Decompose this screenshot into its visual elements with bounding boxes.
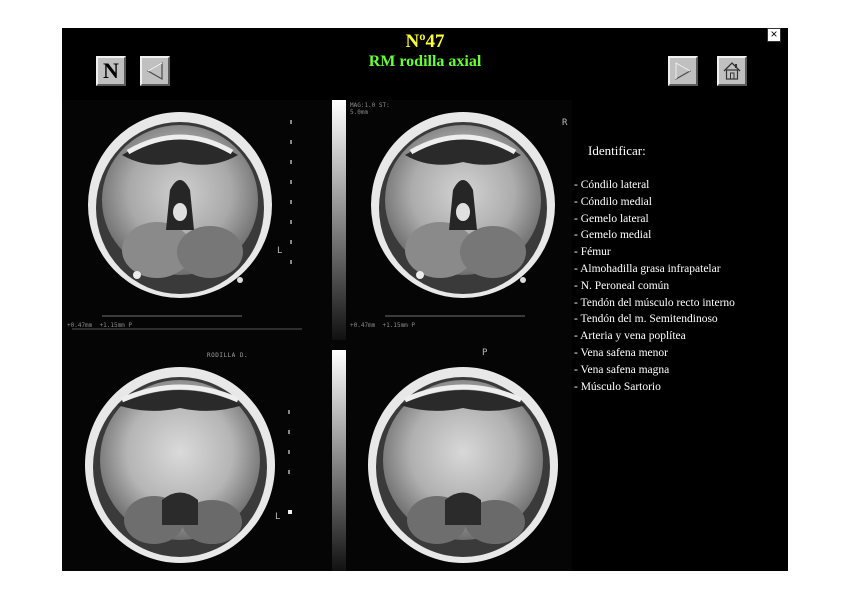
mri-scan-top-left xyxy=(62,100,317,340)
list-item: - Gemelo medial xyxy=(574,229,652,242)
scan-caption: RODILLA D. xyxy=(207,352,249,359)
mri-scan-bottom-left xyxy=(62,350,317,571)
list-item: - Fémur xyxy=(574,246,611,259)
left-arrow-icon xyxy=(145,61,165,81)
list-item: - Músculo Sartorio xyxy=(574,380,661,393)
scan-info-right: +0.47mm +1.15mm P xyxy=(350,322,416,329)
right-arrow-icon xyxy=(673,61,693,81)
scan-info-top: MAG:1.0 ST: 5.0mm xyxy=(350,102,390,116)
previous-button[interactable] xyxy=(140,56,170,86)
list-item: - Cóndilo lateral xyxy=(574,179,650,191)
list-item: - Cóndilo medial xyxy=(574,195,652,208)
scan-info-left: +0.47mm +1.15mm P xyxy=(67,322,133,329)
case-number: Nº47 xyxy=(405,31,445,52)
list-item: - Arteria y vena poplítea xyxy=(574,330,686,343)
list-item: - N. Peroneal común xyxy=(574,279,670,292)
mri-scan-top-right xyxy=(345,100,570,340)
close-button[interactable]: × xyxy=(767,28,781,42)
mid-marker: P xyxy=(482,348,488,358)
mri-image-grid xyxy=(62,100,572,571)
list-item: - Almohadilla grasa infrapatelar xyxy=(574,262,721,275)
list-item: - Tendón del m. Semitendinoso xyxy=(574,313,718,326)
home-icon xyxy=(722,61,742,81)
structure-list xyxy=(574,177,735,395)
grayscale-bar-bottom xyxy=(332,350,346,571)
n-button[interactable] xyxy=(96,56,126,86)
side-marker-bottom: L xyxy=(275,512,281,522)
side-marker-top-right: R xyxy=(562,118,568,128)
case-title: RM rodilla axial xyxy=(368,53,482,70)
side-marker-top: L xyxy=(277,246,283,256)
viewer-window xyxy=(62,28,788,571)
list-item: - Vena safena menor xyxy=(574,346,668,359)
home-button[interactable] xyxy=(717,56,747,86)
list-item: - Gemelo lateral xyxy=(574,212,649,225)
next-button[interactable] xyxy=(668,56,698,86)
mri-scan-bottom-right xyxy=(345,350,570,571)
n-button-label: N xyxy=(103,58,119,83)
identify-heading: Identificar: xyxy=(588,143,646,158)
list-item: - Vena safena magna xyxy=(574,363,670,376)
grayscale-bar-top xyxy=(332,100,346,340)
list-item: - Tendón del músculo recto interno xyxy=(574,296,735,309)
